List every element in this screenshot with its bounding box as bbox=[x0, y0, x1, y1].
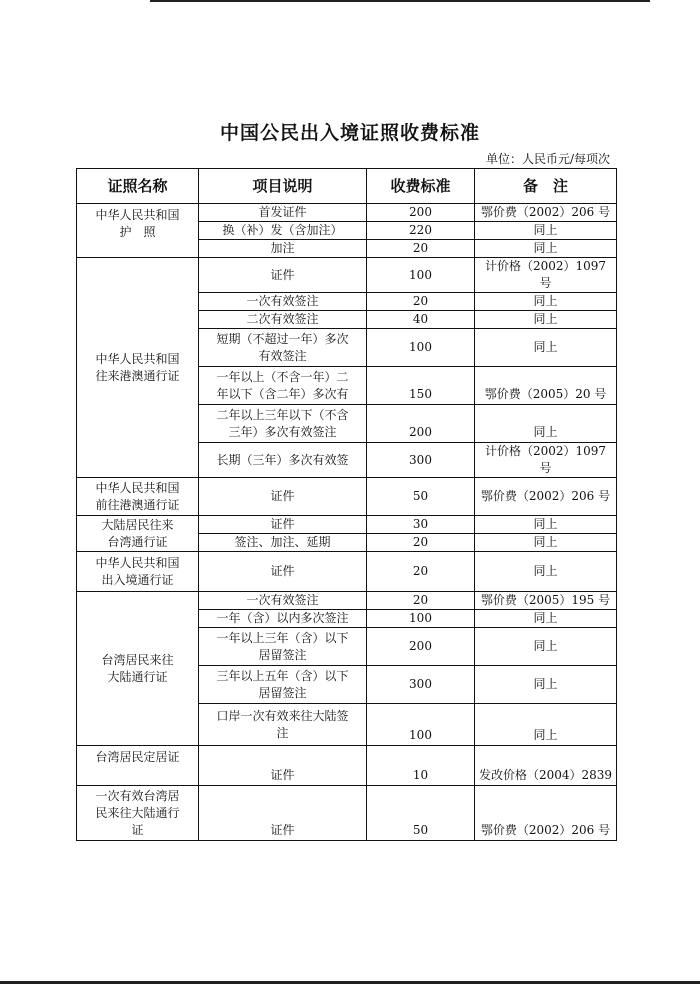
note-cell: 同上 bbox=[475, 222, 617, 240]
cert-name-cell bbox=[77, 786, 199, 841]
note-cell: 同上 bbox=[475, 704, 617, 746]
fee-cell: 10 bbox=[367, 746, 475, 786]
fee-cell: 200 bbox=[367, 628, 475, 666]
cert-name: 台湾居民定居证 bbox=[95, 750, 180, 764]
table-row bbox=[77, 258, 617, 293]
fee-cell: 150 bbox=[367, 367, 475, 405]
note-cell: 计价格（2002）1097 号 bbox=[475, 443, 617, 478]
scan-edge-bottom bbox=[0, 981, 700, 984]
item-cell: 一年（含）以内多次签注 bbox=[199, 610, 367, 628]
item-cell: 一次有效签注 bbox=[199, 293, 367, 311]
cert-name-cell bbox=[77, 204, 199, 258]
table-row bbox=[77, 478, 617, 516]
fee-cell: 200 bbox=[367, 405, 475, 443]
note-cell: 鄂价费（2002）206 号 bbox=[475, 204, 617, 222]
cert-name-cell bbox=[77, 478, 199, 516]
cert-name: 中华人民共和国 护 照 bbox=[95, 208, 180, 239]
cert-name: 中华人民共和国 往来港澳通行证 bbox=[95, 351, 180, 383]
header-cert-name: 证照名称 bbox=[77, 169, 199, 204]
fee-cell: 100 bbox=[367, 329, 475, 367]
cert-name-cell bbox=[77, 258, 199, 478]
document-title: 中国公民出入境证照收费标准 bbox=[219, 122, 480, 144]
item-cell: 证件 bbox=[199, 746, 367, 786]
cert-name: 一次有效台湾居 民来往大陆通行 证 bbox=[95, 788, 180, 837]
item-cell bbox=[199, 405, 367, 443]
item-cell: 一次有效签注 bbox=[199, 592, 367, 610]
note-cell: 同上 bbox=[475, 311, 617, 329]
note-cell: 同上 bbox=[475, 329, 617, 367]
item-cell: 签注、加注、延期 bbox=[199, 534, 367, 552]
item-cell: 证件 bbox=[199, 552, 367, 592]
fee-cell: 50 bbox=[367, 478, 475, 516]
fee-cell: 100 bbox=[367, 704, 475, 746]
cert-name-cell bbox=[77, 516, 199, 552]
table-header-row bbox=[77, 169, 617, 204]
fee-cell: 20 bbox=[367, 293, 475, 311]
item-text: 口岸一次有效来往大陆签 注 bbox=[216, 708, 349, 740]
cert-name: 中华人民共和国 前往港澳通行证 bbox=[95, 480, 180, 512]
fee-cell: 20 bbox=[367, 552, 475, 592]
item-cell bbox=[199, 666, 367, 704]
fee-cell: 20 bbox=[367, 534, 475, 552]
table-row bbox=[77, 552, 617, 592]
note-cell: 鄂价费（2002）206 号 bbox=[475, 786, 617, 841]
note-cell: 鄂价费（2002）206 号 bbox=[475, 478, 617, 516]
item-cell bbox=[199, 704, 367, 746]
item-cell: 证件 bbox=[199, 786, 367, 841]
item-cell bbox=[199, 367, 367, 405]
item-text: 一年以上三年（含）以下 居留签注 bbox=[216, 630, 349, 662]
fee-table bbox=[76, 168, 617, 841]
item-text: 三年以上五年（含）以下 居留签注 bbox=[216, 668, 349, 700]
item-text: 二年以上三年以下（不含 三年）多次有效签注 bbox=[216, 407, 349, 439]
header-fee: 收费标准 bbox=[367, 169, 475, 204]
note-cell: 鄂价费（2005）195 号 bbox=[475, 592, 617, 610]
cert-name: 台湾居民来往 大陆通行证 bbox=[101, 652, 174, 684]
fee-cell: 40 bbox=[367, 311, 475, 329]
cert-name-cell bbox=[77, 746, 199, 786]
cert-name: 中华人民共和国 出入境通行证 bbox=[95, 555, 180, 587]
item-cell: 证件 bbox=[199, 258, 367, 293]
fee-cell: 100 bbox=[367, 610, 475, 628]
item-cell: 证件 bbox=[199, 516, 367, 534]
item-cell bbox=[199, 329, 367, 367]
fee-cell: 20 bbox=[367, 592, 475, 610]
header-note: 备 注 bbox=[475, 169, 617, 204]
item-cell bbox=[199, 628, 367, 666]
cert-name-cell bbox=[77, 592, 199, 746]
note-cell: 同上 bbox=[475, 516, 617, 534]
item-cell: 首发证件 bbox=[199, 204, 367, 222]
unit-note: 单位：人民币元/每项次 bbox=[485, 152, 610, 166]
note-cell: 鄂价费（2005）20 号 bbox=[475, 367, 617, 405]
fee-cell: 220 bbox=[367, 222, 475, 240]
fee-cell: 100 bbox=[367, 258, 475, 293]
cert-name-cell bbox=[77, 552, 199, 592]
fee-cell: 300 bbox=[367, 443, 475, 478]
fee-cell: 50 bbox=[367, 786, 475, 841]
note-cell: 同上 bbox=[475, 405, 617, 443]
table-row bbox=[77, 786, 617, 841]
note-cell: 同上 bbox=[475, 610, 617, 628]
note-cell: 同上 bbox=[475, 240, 617, 258]
note-cell: 同上 bbox=[475, 293, 617, 311]
note-cell: 发改价格（2004）2839 bbox=[475, 746, 617, 786]
item-cell: 二次有效签注 bbox=[199, 311, 367, 329]
item-cell: 长期（三年）多次有效签 bbox=[199, 443, 367, 478]
cert-name: 大陆居民往来 台湾通行证 bbox=[101, 517, 174, 549]
item-cell: 证件 bbox=[199, 478, 367, 516]
note-cell: 同上 bbox=[475, 552, 617, 592]
fee-cell: 200 bbox=[367, 204, 475, 222]
table-row bbox=[77, 516, 617, 534]
scan-edge-top bbox=[150, 0, 650, 2]
item-text: 短期（不超过一年）多次 有效签注 bbox=[216, 331, 349, 363]
item-text: 一年以上（不含一年）二 年以下（含二年）多次有 bbox=[216, 369, 349, 401]
fee-cell: 20 bbox=[367, 240, 475, 258]
table-row bbox=[77, 746, 617, 786]
table-row bbox=[77, 592, 617, 610]
note-cell: 计价格（2002）1097 号 bbox=[475, 258, 617, 293]
header-item-desc: 项目说明 bbox=[199, 169, 367, 204]
note-cell: 同上 bbox=[475, 628, 617, 666]
item-cell: 换（补）发（含加注） bbox=[199, 222, 367, 240]
fee-cell: 30 bbox=[367, 516, 475, 534]
note-cell: 同上 bbox=[475, 666, 617, 704]
note-cell: 同上 bbox=[475, 534, 617, 552]
fee-cell: 300 bbox=[367, 666, 475, 704]
item-cell: 加注 bbox=[199, 240, 367, 258]
table-row bbox=[77, 204, 617, 222]
